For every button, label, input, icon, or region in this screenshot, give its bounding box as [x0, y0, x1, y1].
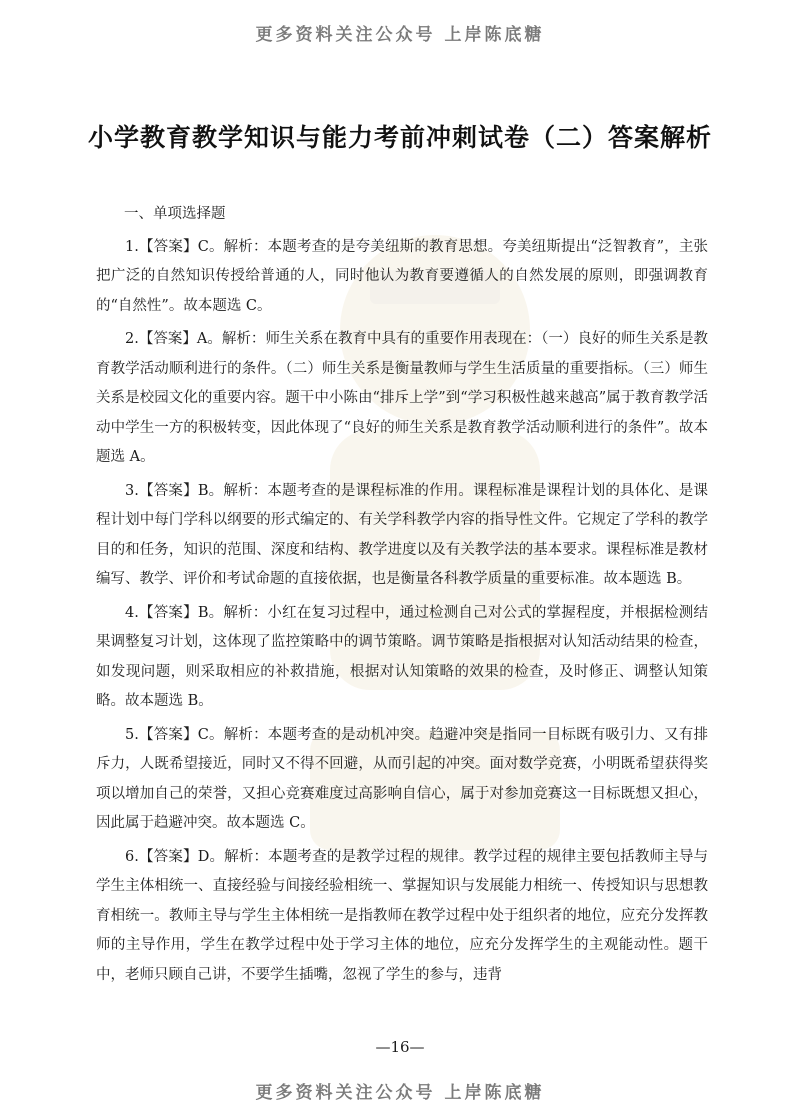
- answer-letter: C: [197, 726, 209, 743]
- answer-tag: 【答案】: [138, 604, 198, 621]
- answer-content: [96, 200, 708, 994]
- item-number: 2.: [125, 331, 139, 347]
- item-number: 6.: [125, 848, 139, 865]
- answer-letter: B: [197, 604, 209, 621]
- bottom-banner: 更多资料关注公众号 上岸陈底糖: [255, 1083, 545, 1103]
- item-number: 5.: [125, 726, 139, 743]
- answer-item-5: [96, 721, 708, 839]
- top-banner: 更多资料关注公众号 上岸陈底糖: [255, 25, 545, 45]
- answer-item-4: [96, 599, 708, 717]
- answer-item-3: [96, 477, 708, 595]
- answer-explanation: 。解析：本题考查的是动机冲突。趋避冲突是指同一目标既有吸引力、又有排斥力，人既希望接近，同时又不得不回避，从而引起的冲突。面对数学竞赛，小明既希望获得奖项以增加自己的荣誉，又担心竞赛难度过高影响自信心，属于对参加竞赛这一目标既想又担心，因此属于趋避冲突。故本题选 C。: [96, 726, 708, 831]
- answer-tag: 【答案】: [138, 482, 198, 499]
- item-number: 4.: [125, 604, 139, 621]
- answer-item-2: [96, 325, 708, 473]
- answer-tag: 【答案】: [138, 238, 198, 255]
- answer-item-6: [96, 843, 708, 991]
- answer-explanation: 。解析：本题考查的是夸美纽斯的教育思想。夸美纽斯提出“泛智教育”，主张把广泛的自然知识传授给普通的人，同时他认为教育要遵循人的自然发展的原则，即强调教育的“自然性”。故本题选 C。: [96, 238, 708, 314]
- answer-tag: 【答案】: [138, 848, 198, 865]
- answer-explanation: 。解析：本题考查的是课程标准的作用。课程标准是课程计划的具体化、是课程计划中每门学科以纲要的形式编定的、有关学科教学内容的指导性文件。它规定了学科的教学目的和任务，知识的范围、深度和结构、教学进度以及有关教学法的基本要求。课程标准是教材编写、教学、评价和考试命题的直接依据，也是衡量各科教学质量的重要标准。故本题选 B。: [96, 482, 709, 587]
- answer-explanation: 。解析：小红在复习过程中，通过检测自己对公式的掌握程度，并根据检测结果调整复习计划，这体现了监控策略中的调节策略。调节策略是指根据对认知活动结果的检查，如发现问题，则采取相应的补救措施，根据对认知策略的效果的检查，及时修正、调整认知策略。故本题选 B。: [96, 604, 709, 709]
- answer-tag: 【答案】: [138, 726, 198, 743]
- answer-letter: C: [197, 238, 209, 255]
- answer-tag: 【答案】: [138, 331, 197, 347]
- answer-explanation: 。解析：师生关系在教育中具有的重要作用表现在：（一）良好的师生关系是教育教学活动顺利进行的条件。（二）师生关系是衡量教师与学生生活质量的重要指标。（三）师生关系是校园文化的重要内容。题干中小陈由“排斥上学”到“学习积极性越来越高”属于教育教学活动中学生一方的积极转变，因此体现了“良好的师生关系是教育教学活动顺利进行的条件”。故本题选 A。: [96, 331, 709, 465]
- answer-letter: D: [197, 848, 210, 865]
- answer-explanation: 。解析：本题考查的是教学过程的规律。教学过程的规律主要包括教师主导与学生主体相统一、直接经验与间接经验相统一、掌握知识与发展能力相统一、传授知识与思想教育相统一。教师主导与学生主体相统一是指教师在教学过程中处于组织者的地位，应充分发挥教师的主导作用，学生在教学过程中处于学习主体的地位，应充分发挥学生的主观能动性。题干中，老师只顾自己讲，不要学生插嘴，忽视了学生的参与，违背: [96, 848, 709, 983]
- answer-letter: B: [197, 482, 209, 499]
- item-number: 3.: [125, 482, 139, 499]
- answer-item-1: [96, 233, 708, 322]
- item-number: 1.: [125, 238, 139, 255]
- section-heading: 一、单项选择题: [124, 206, 226, 222]
- answer-letter: A: [196, 331, 208, 347]
- document-title: 小学教育教学知识与能力考前冲刺试卷（二）答案解析: [87, 123, 712, 152]
- page-number: —16—: [375, 1038, 425, 1056]
